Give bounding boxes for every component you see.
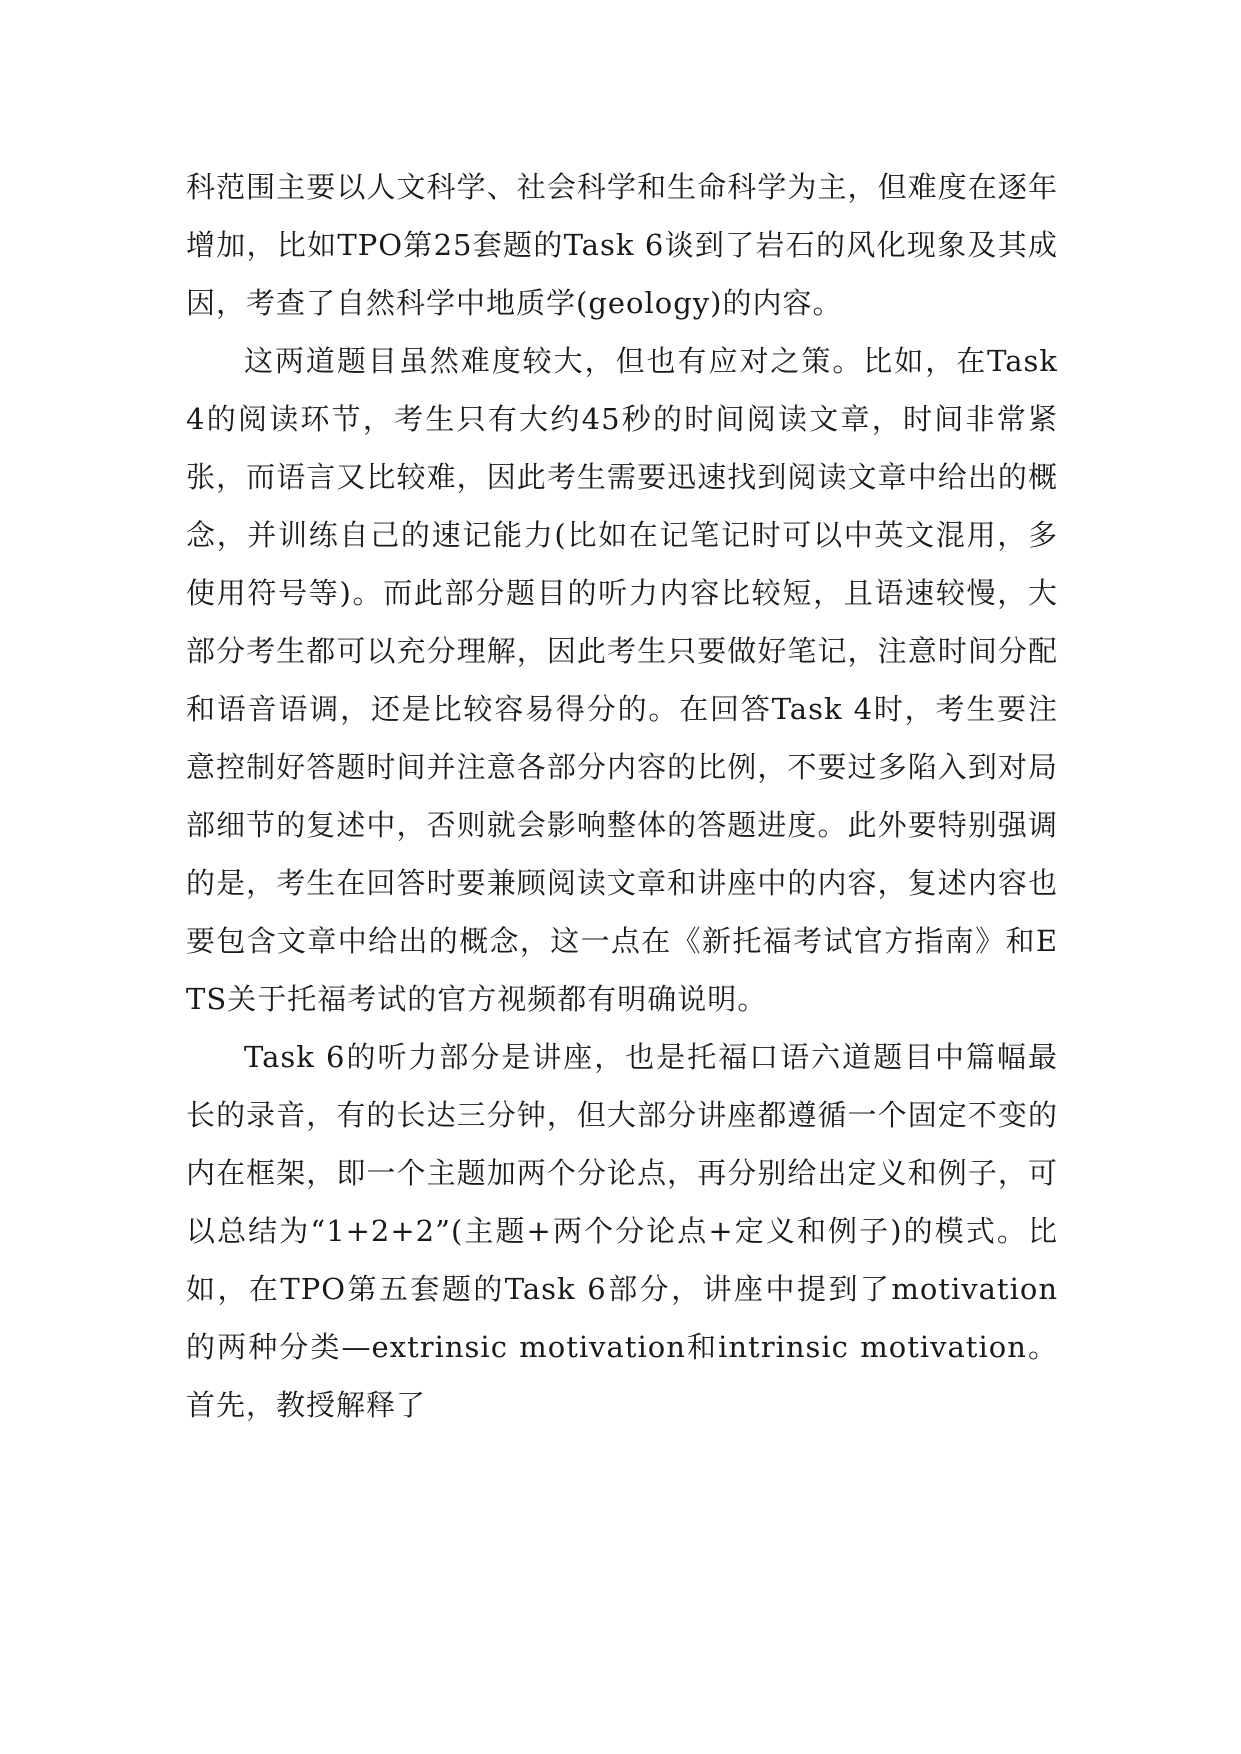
- paragraph-task4-strategy: 这两道题目虽然难度较大，但也有应对之策。比如，在Task 4的阅读环节，考生只有大约45秒的时间阅读文章，时间非常紧张，而语言又比较难，因此考生需要迅速找到阅读文章中给出的概念，并训练自己的速记能力(比如在记笔记时可以中英文混用，多使用符号等)。而此部分题目的听力内容比较短，且语速较慢，大部分考生都可以充分理解，因此考生只要做好笔记，注意时间分配和语音语调，还是比较容易得分的。在回答Task 4时，考生要注意控制好答题时间并注意各部分内容的比例，不要过多陷入到对局部细节的复述中，否则就会影响整体的答题进度。此外要特别强调的是，考生在回答时要兼顾阅读文章和讲座中的内容，复述内容也要包含文章中给出的概念，这一点在《新托福考试官方指南》和ETS关于托福考试的官方视频都有明确说明。: [186, 344, 1058, 1016]
- paragraph-task6-lecture: Task 6的听力部分是讲座，也是托福口语六道题目中篇幅最长的录音，有的长达三分钟，但大部分讲座都遵循一个固定不变的内在框架，即一个主题加两个分论点，再分别给出定义和例子，可以总结为“1+2+2”(主题+两个分论点+定义和例子)的模式。比如，在TPO第五套题的Task 6部分，讲座中提到了motivation的两种分类—extrinsic motivation和intrinsic motivation。首先，教授解释了: [186, 1040, 1058, 1422]
- body-text: [186, 158, 1058, 1434]
- paragraph-continuation: 科范围主要以人文科学、社会科学和生命科学为主，但难度在逐年增加，比如TPO第25套题的Task 6谈到了岩石的风化现象及其成因，考查了自然科学中地质学(geology)的内容。: [186, 170, 1058, 320]
